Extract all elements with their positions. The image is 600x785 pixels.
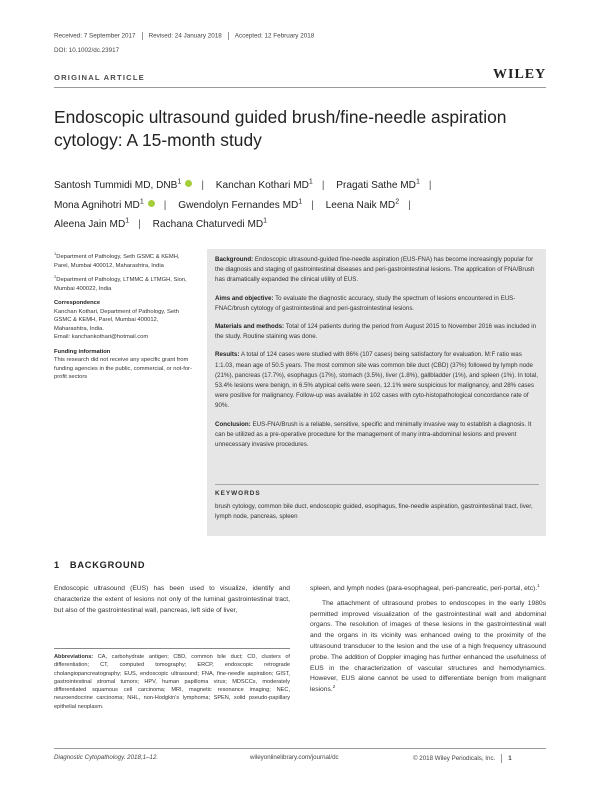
author[interactable]: Mona Agnihotri $MD^1$ xyxy=(54,198,144,211)
accepted-date: Accepted: 12 February 2018 xyxy=(234,32,315,40)
keywords-rule xyxy=(215,484,539,485)
abstract-aims: Aims and objective: To evaluate the diagnostic accuracy, study the spectrum of lesions encountered in EUS-FNAC/brush cytology of gastrointestinal and peri-gastrointestinal lesions. xyxy=(215,294,516,312)
abstract-background: Background: Endoscopic ultrasound-guided fine-needle aspiration (EUS-FNA) has become increasingly popular for the diagnosis and staging of gastrointestinal diseases and peri-gastrointestinal lesions. The application of FNA/Brush has dramatically expanded the clinical utility of EUS. xyxy=(215,256,535,284)
orcid-icon[interactable] xyxy=(148,200,155,207)
journal-citation: Diagnostic Cytopathology. 2018;1–12. xyxy=(54,754,159,761)
page-number: 1 xyxy=(508,755,512,763)
affiliation-2: $^2$Department of Pathology, LTMMC & LTMGH, Sion, Mumbai 400022, India xyxy=(54,274,187,292)
author[interactable]: Pragati Sathe $MD^1$ xyxy=(336,178,420,191)
revised-date: Revised: 24 January 2018 xyxy=(148,32,222,40)
body-column-left xyxy=(54,584,290,616)
orcid-icon[interactable] xyxy=(185,180,192,187)
author[interactable]: Aleena Jain $MD^1$ xyxy=(54,217,130,231)
footer-rule xyxy=(54,748,546,749)
divider xyxy=(228,32,229,40)
email-link[interactable]: Email: kanchankothari@hotmail.com xyxy=(54,334,149,340)
copyright: © 2018 Wiley Periodicals, Inc. 1 xyxy=(413,755,512,763)
header-rule xyxy=(54,87,546,88)
citation[interactable]: 1 xyxy=(537,582,540,588)
received-date: Received: 7 September 2017 xyxy=(54,32,136,40)
article-title: Endoscopic ultrasound guided brush/fine-needle aspiration cytology: A 15-month study xyxy=(54,107,507,150)
affiliation-1: $^1$Department of Pathology, Seth GSMC & KEMH, Parel, Mumbai 400012, Maharashtra, India xyxy=(54,251,180,269)
author[interactable]: Rachana Chaturvedi $MD^1$ xyxy=(152,217,268,231)
divider xyxy=(142,32,143,40)
citation[interactable]: 2 xyxy=(332,683,336,689)
author[interactable]: Santosh Tummidi MD, DNB$^1$ xyxy=(54,178,182,191)
abstract-conclusion: Conclusion: EUS-FNA/Brush is a reliable, sensitive, specific and minimally invasive way to establish a diagnosis. It can be utilized as a pre-operative procedure for the management of many intra-abdominal lesions and prevent unnecessary invasive procedures. xyxy=(215,420,532,449)
author[interactable]: Gwendolyn Fernandes $MD^1$ xyxy=(178,198,303,211)
journal-url[interactable]: wileyonlinelibrary.com/journal/dc xyxy=(250,754,339,761)
author[interactable]: Kanchan Kothari $MD^1$ xyxy=(215,178,313,191)
paragraph: spleen, and lymph nodes (para-esophageal, peri-pancreatic, peri-portal, etc).$^1$ xyxy=(310,582,540,592)
author-list: Santosh Tummidi MD, DNB$^1$ | Kanchan Kothari $MD^1$ | Pragati Sathe $MD^1$ | Mona Agnihotri $MD^1$ | Gwendolyn Fernandes $MD^1$ | Leena Naik $MD^2$ | Aleena Jain $MD^1$ | Rachana Chaturvedi $MD^1$ xyxy=(54,178,432,231)
doi[interactable]: DOI: 10.1002/dc.23917 xyxy=(54,47,120,54)
author[interactable]: Leena Naik $MD^2$ xyxy=(325,198,400,211)
keywords-title: KEYWORDS xyxy=(215,490,261,497)
abstract xyxy=(215,255,539,458)
affiliations xyxy=(54,253,194,388)
funding: Funding information This research did not receive any specific grant from funding agencies in the public, commercial, or not-for-profit sectors xyxy=(54,348,192,380)
correspondence: Correspondence Kanchan Kothari, Department of Pathology, Seth GSMC & KEMH, Parel, Mumbai 400012, Maharashtra, India. Email: kanchankothari@hotmail.com xyxy=(54,300,179,340)
paragraph: The attachment of ultrasound probes to endoscopes in the early 1980s permitted improved visualization of the gastrointestinal wall and abdominal organs. The resolution of images of these lesions in the gastrointestinal wall and the organs in its vicinity was enhanced owing to the proximity of the ultrasound transducer to the lesion and the use of a high frequency ultrasound probe. The addition of Doppler imaging has further enhanced the usefulness of EUS in the characterization of vascular structures and hemodynamics. However, EUS alone cannot be used to differentiate benign from malignant lesions.$^2$ xyxy=(310,599,546,694)
abbreviations-rule xyxy=(54,648,290,649)
keywords-text: brush cytology, common bile duct, endoscopic guided, esophagus, fine-needle aspiration, gastrointestinal tract, liver, lymph node, pancreas, spleen xyxy=(215,503,533,521)
paragraph: Endoscopic ultrasound (EUS) has been used to visualize, identify and characterize the extent of lesions not only of the luminal gastrointestinal tract, but also of the gastrointestinal wall, pancreas, left side of liver, xyxy=(54,585,290,614)
body-column-right xyxy=(310,584,546,696)
publisher-logo: WILEY xyxy=(493,67,547,82)
section-heading: 1 BACKGROUND xyxy=(54,560,146,570)
abstract-results: Results: A total of 124 cases were studied with 86% (107 cases) being satisfactory for evaluation. M:F ratio was 1:1.03, mean age of 50.5 years. The most common site was common bile duct (CBD) (37%) followed by lymph node (21%), pancreas (17.7%), esophagus (17%), stomach (3.5%), liver (1.8%), gallbladder (1%), and spleen (1%). In total, 53.4% lesions were benign, in 6.5% atypical cells were seen, 12.1% were suspicious for malignancy, and 28% cases were positive for malignancy. Follow-up was available in 102 cases with cyto-histopathological concordance rate of 90%. xyxy=(215,351,538,410)
abstract-methods: Materials and methods: Total of 124 patients during the period from August 2015 to November 2016 was included in the study. Routine staining was done. xyxy=(215,323,537,341)
article-type: ORIGINAL ARTICLE xyxy=(54,73,145,82)
article-dates xyxy=(54,32,314,40)
abbreviations: Abbreviations: CA, carbohydrate antigen; CBD, common bile duct; CD, clusters of differentiation; CT, computed tomography; ERCP, endoscopic retrograde cholangiopancreatography; EUS, endoscopic ultrasound; FNA, fine-needle aspiration; GIST, gastrointestinal stromal tumors; HPV, human papilloma virus; MDSCCs, moderately differentiated squamous cell carcinoma; MRI, magnetic resonance imaging; NEC, neuroendocrine carcinoma; NHL, non-Hodgkin's lymphoma; SPEN, solid pseudo-papillary epithelial neoplasm. xyxy=(54,654,290,710)
